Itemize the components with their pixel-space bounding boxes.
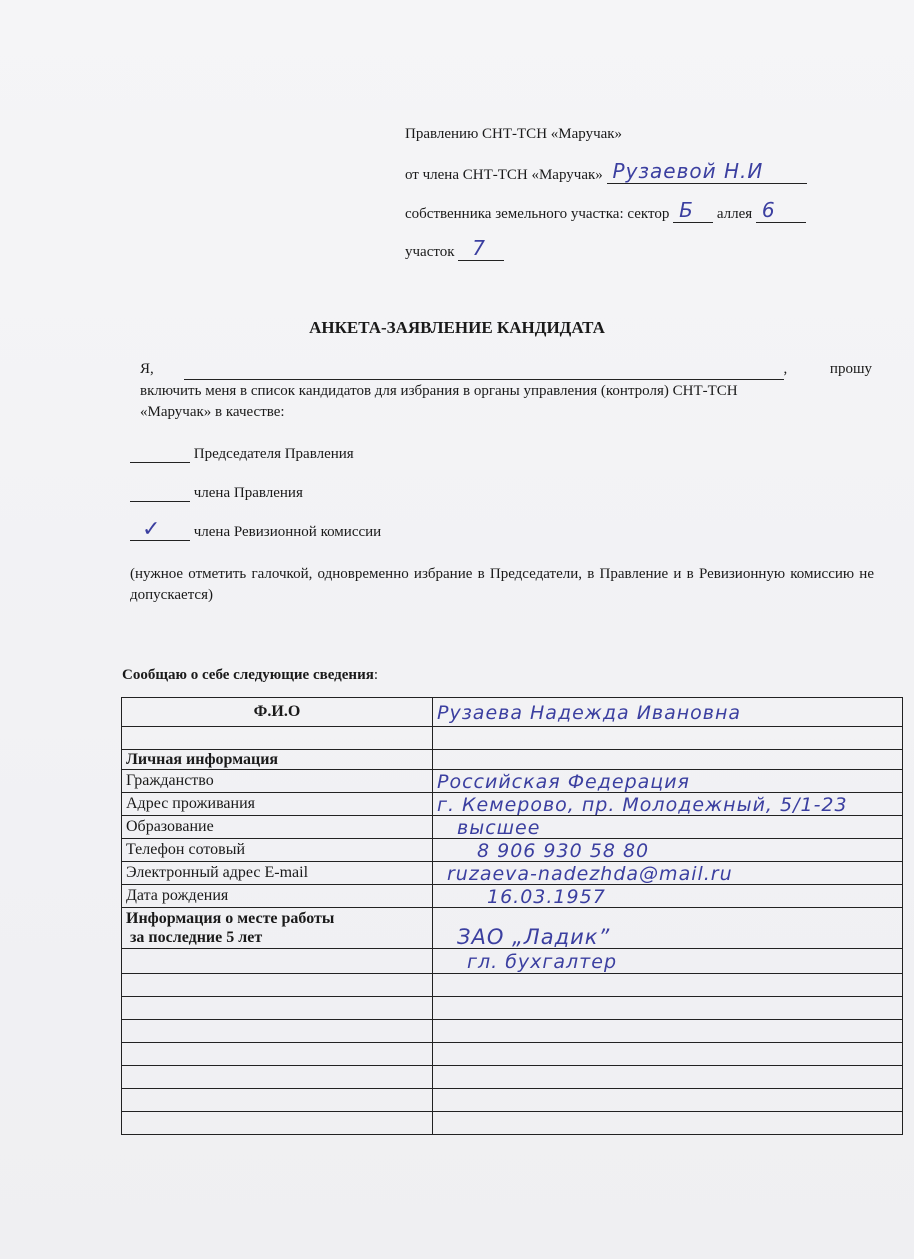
empty-cell bbox=[122, 1043, 433, 1066]
empty-cell[interactable] bbox=[433, 997, 903, 1020]
sector-value: Б bbox=[679, 198, 694, 222]
choice-audit-label: члена Ревизионной комиссии bbox=[193, 524, 382, 540]
empty-cell[interactable] bbox=[433, 1112, 903, 1135]
empty-cell[interactable] bbox=[433, 1043, 903, 1066]
table-row bbox=[122, 727, 903, 750]
work-value: ЗАО „Ладик” bbox=[457, 925, 611, 949]
intro-line-2: включить меня в список кандидатов для избрания в органы управления (контроля) СНТ-ТСН bbox=[140, 383, 738, 399]
intro-line-3: «Маручак» в качестве: bbox=[140, 404, 285, 420]
table-row bbox=[122, 862, 903, 885]
selection-note: (нужное отметить галочкой, одновременно избрание в Председатели, в Правление и в Ревизионную комиссию не допускается) bbox=[130, 566, 874, 603]
fio-value: Рузаева Надежда Ивановна bbox=[437, 702, 742, 724]
citizenship-label: Гражданство bbox=[122, 770, 433, 793]
empty-cell bbox=[122, 949, 433, 974]
table-row bbox=[122, 1066, 903, 1089]
candidate-info-table bbox=[121, 697, 903, 1135]
empty-cell bbox=[122, 997, 433, 1020]
birthdate-value-cell[interactable] bbox=[433, 885, 903, 908]
empty-cell bbox=[122, 1089, 433, 1112]
empty-cell[interactable] bbox=[433, 1089, 903, 1112]
from-line bbox=[405, 159, 807, 184]
birthdate-value: 16.03.1957 bbox=[487, 886, 606, 908]
choice-audit-checkbox[interactable] bbox=[130, 516, 190, 541]
form-title: АНКЕТА-ЗАЯВЛЕНИЕ КАНДИДАТА bbox=[309, 318, 605, 337]
table-row bbox=[122, 839, 903, 862]
work-label-line-1: Информация о месте работы bbox=[126, 910, 335, 927]
choice-board-label: члена Правления bbox=[193, 485, 303, 501]
info-heading-colon: : bbox=[373, 667, 379, 683]
choice-board-member bbox=[130, 485, 303, 502]
intro-line-1 bbox=[140, 359, 880, 380]
table-row bbox=[122, 793, 903, 816]
plot-value: 7 bbox=[472, 236, 486, 260]
phone-value-cell[interactable] bbox=[433, 839, 903, 862]
table-row bbox=[122, 1112, 903, 1135]
education-value: высшее bbox=[457, 817, 541, 839]
addressee-block bbox=[405, 124, 622, 145]
empty-cell[interactable] bbox=[433, 1066, 903, 1089]
info-heading bbox=[122, 665, 378, 686]
work-value-cell[interactable] bbox=[433, 908, 903, 949]
choice-chairman-label: Председателя Правления bbox=[193, 446, 354, 462]
empty-cell bbox=[122, 1066, 433, 1089]
table-row bbox=[122, 1043, 903, 1066]
fio-value-cell[interactable] bbox=[433, 698, 903, 727]
choice-chairman bbox=[130, 446, 354, 463]
address-value-cell[interactable] bbox=[433, 793, 903, 816]
alley-label: аллея bbox=[716, 206, 753, 222]
table-row bbox=[122, 997, 903, 1020]
table-row bbox=[122, 949, 903, 974]
table-row bbox=[122, 770, 903, 793]
empty-cell[interactable] bbox=[433, 974, 903, 997]
intro-proshu: прошу bbox=[829, 361, 872, 377]
table-row bbox=[122, 1020, 903, 1043]
from-value: Рузаевой Н.И bbox=[612, 159, 764, 183]
intro-comma: , bbox=[783, 361, 788, 377]
sector-field[interactable] bbox=[673, 198, 713, 223]
info-heading-text: Сообщаю о себе следующие сведения bbox=[122, 667, 374, 683]
education-value-cell[interactable] bbox=[433, 816, 903, 839]
education-label: Образование bbox=[122, 816, 433, 839]
name-field[interactable] bbox=[184, 363, 784, 380]
fio-label: Ф.И.О bbox=[122, 698, 433, 727]
email-label: Электронный адрес E-mail bbox=[122, 862, 433, 885]
owner-line bbox=[405, 198, 806, 223]
work-position-cell[interactable] bbox=[433, 949, 903, 974]
personal-info-label: Личная информация bbox=[122, 750, 433, 770]
birthdate-label: Дата рождения bbox=[122, 885, 433, 908]
empty-cell bbox=[433, 750, 903, 770]
owner-label: собственника земельного участка: сектор bbox=[405, 206, 670, 222]
from-label: от члена СНТ-ТСН «Маручак» bbox=[405, 167, 603, 183]
email-value: ruzaeva-nadezhda@mail.ru bbox=[447, 863, 733, 885]
table-row bbox=[122, 816, 903, 839]
table-row bbox=[122, 908, 903, 949]
alley-value: 6 bbox=[761, 198, 776, 222]
work-info-label bbox=[122, 908, 433, 949]
alley-field[interactable] bbox=[756, 198, 806, 223]
empty-cell[interactable] bbox=[433, 1020, 903, 1043]
table-row bbox=[122, 1089, 903, 1112]
plot-field[interactable] bbox=[458, 236, 504, 261]
from-field[interactable] bbox=[607, 159, 807, 184]
choice-board-checkbox[interactable] bbox=[130, 485, 190, 502]
plot-line bbox=[405, 236, 504, 261]
empty-cell bbox=[122, 727, 433, 750]
empty-cell bbox=[122, 974, 433, 997]
work-position-value: гл. бухгалтер bbox=[467, 951, 617, 973]
choice-chairman-checkbox[interactable] bbox=[130, 446, 190, 463]
table-row bbox=[122, 750, 903, 770]
plot-label: участок bbox=[405, 244, 455, 260]
choice-audit-member bbox=[130, 516, 382, 541]
work-label-line-2: за последние 5 лет bbox=[130, 929, 263, 946]
empty-cell[interactable] bbox=[433, 727, 903, 750]
phone-value: 8 906 930 58 80 bbox=[477, 840, 650, 862]
table-row bbox=[122, 885, 903, 908]
empty-cell bbox=[122, 1112, 433, 1135]
empty-cell bbox=[122, 1020, 433, 1043]
email-value-cell[interactable] bbox=[433, 862, 903, 885]
citizenship-value: Российская Федерация bbox=[437, 771, 690, 793]
address-value: г. Кемерово, пр. Молодежный, 5/1-23 bbox=[437, 794, 848, 816]
phone-label: Телефон сотовый bbox=[122, 839, 433, 862]
table-row bbox=[122, 698, 903, 727]
intro-ya: Я, bbox=[140, 361, 154, 377]
table-row bbox=[122, 974, 903, 997]
addressee-line: Правлению СНТ-ТСН «Маручак» bbox=[405, 126, 623, 142]
citizenship-value-cell[interactable] bbox=[433, 770, 903, 793]
address-label: Адрес проживания bbox=[122, 793, 433, 816]
check-icon: ✓ bbox=[142, 516, 161, 541]
